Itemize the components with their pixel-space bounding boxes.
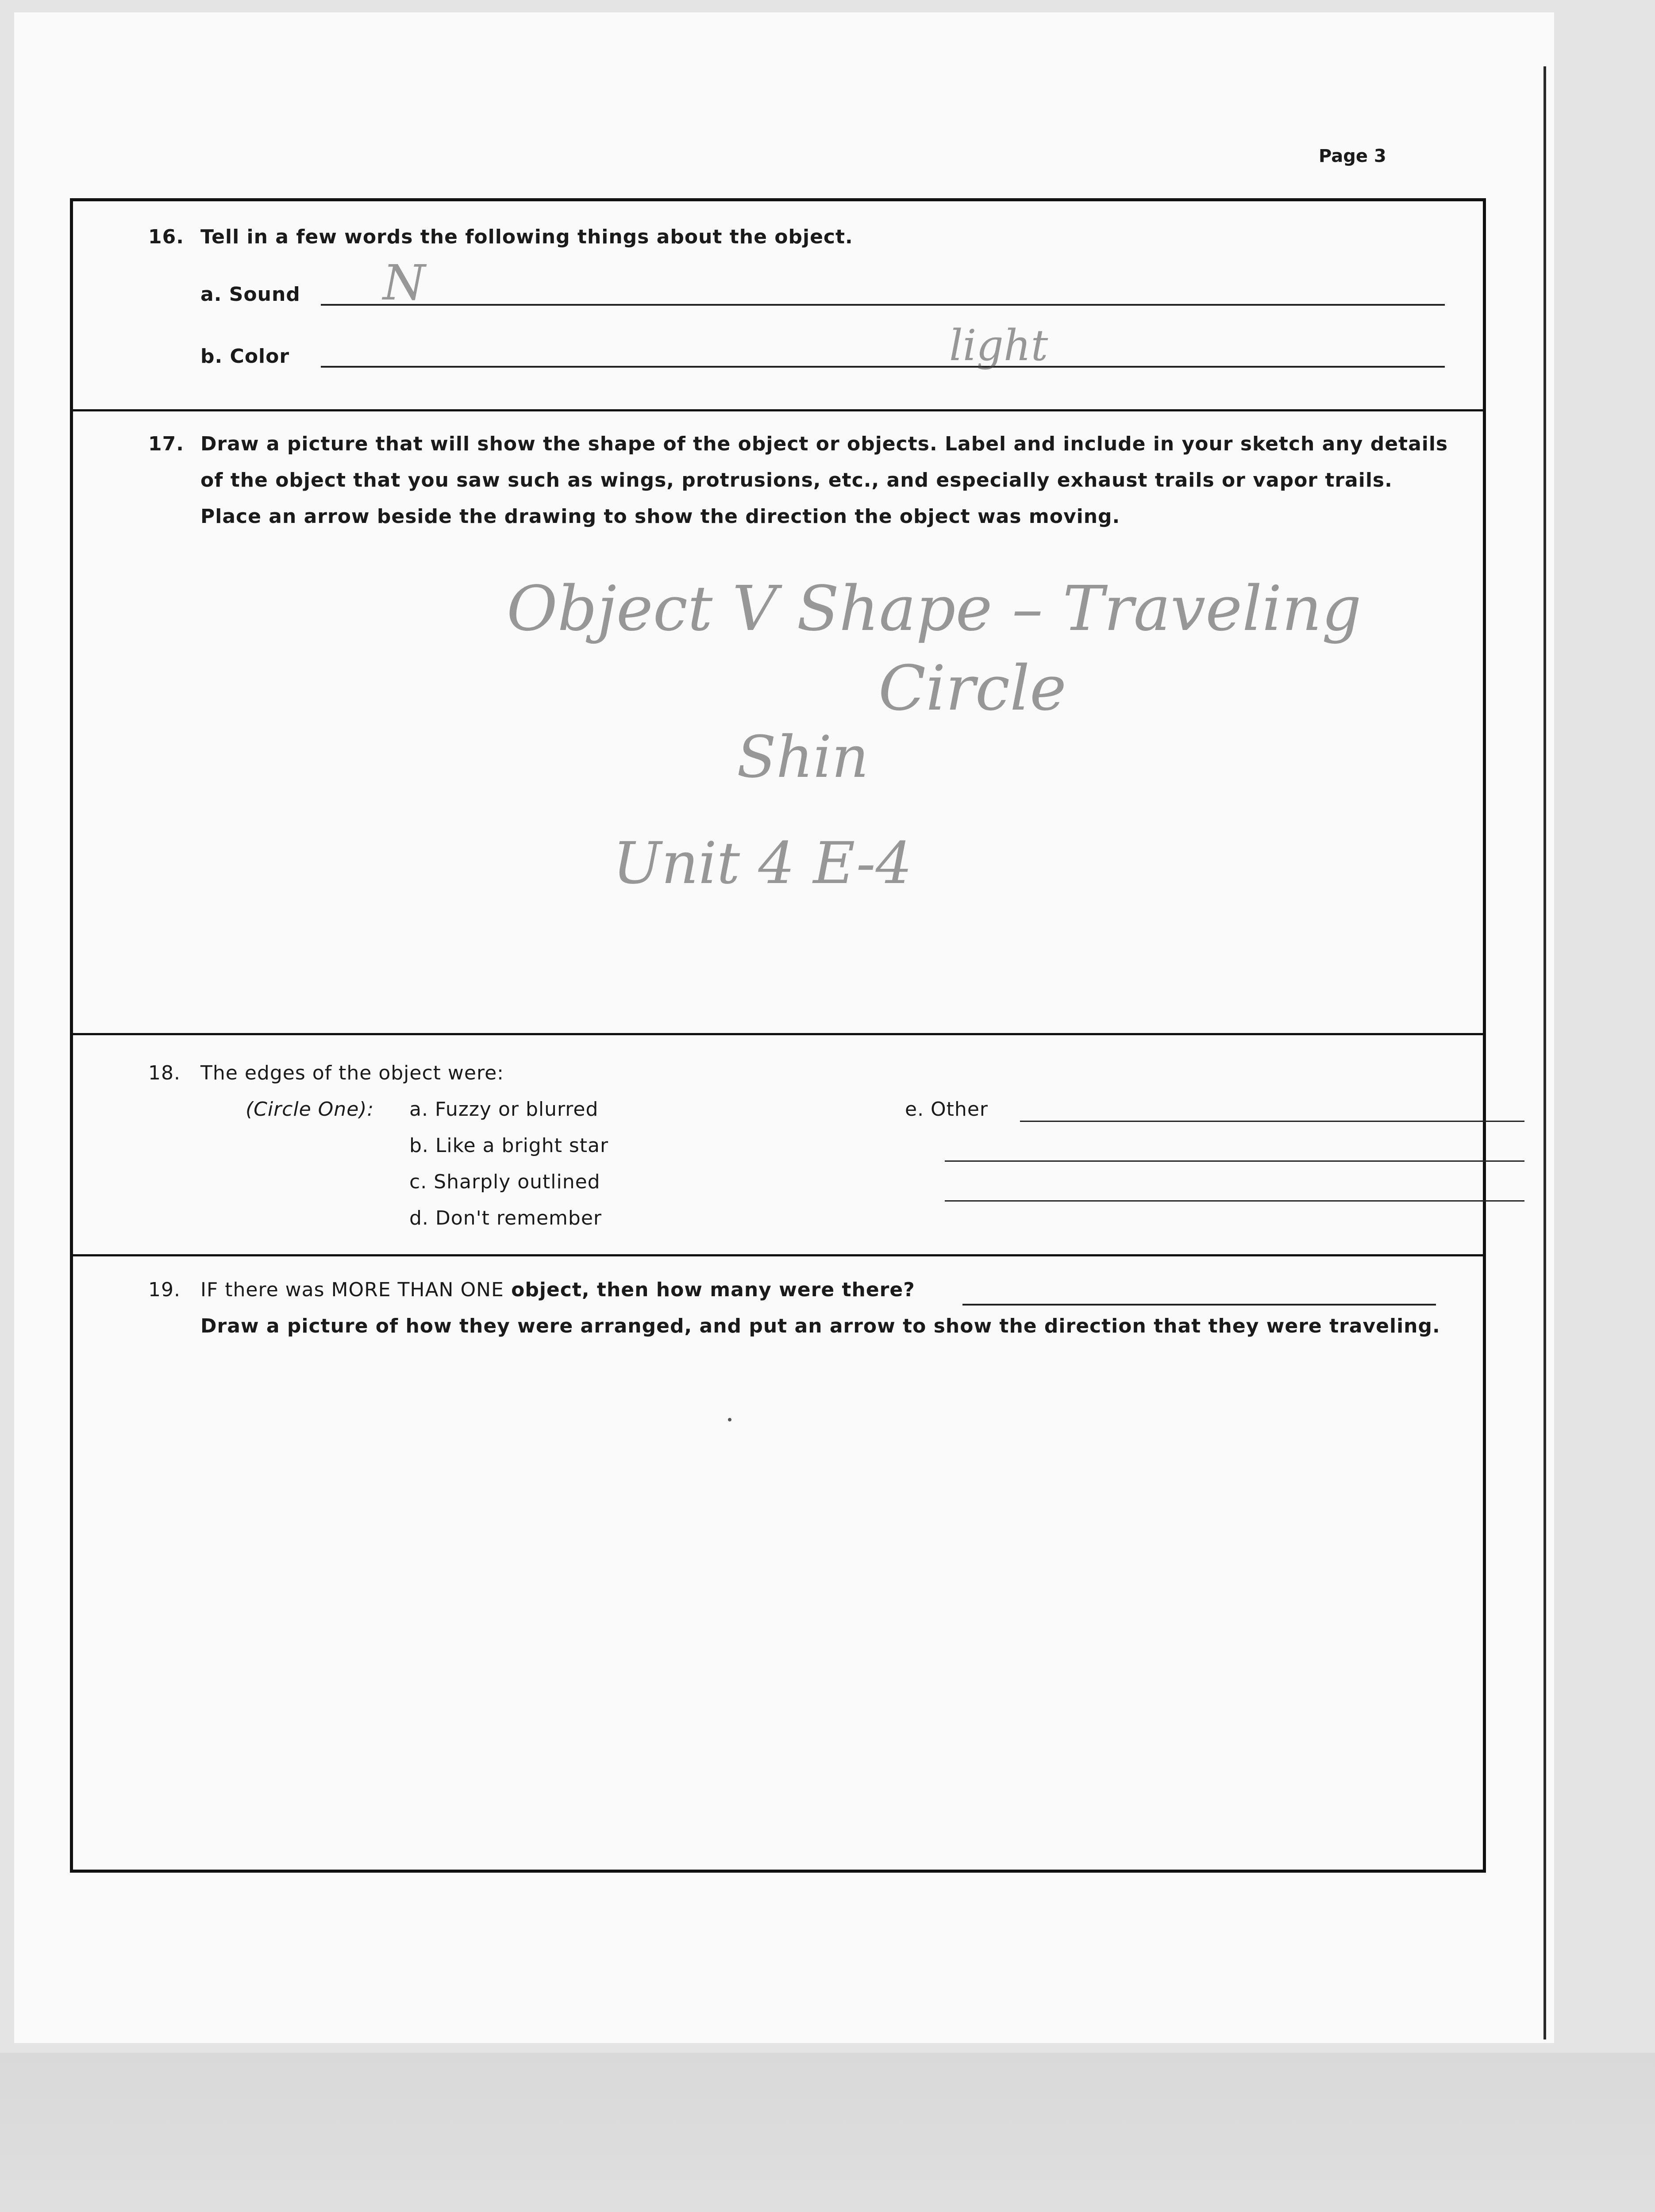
question-19-text-pre: IF there was <box>200 1279 331 1301</box>
edge-option-b[interactable]: b. Like a bright star <box>409 1134 609 1157</box>
edge-option-d[interactable]: d. Don't remember <box>409 1207 602 1229</box>
question-17-line1 <box>148 426 1448 462</box>
arrangement-drawing-area[interactable] <box>82 1360 1476 1847</box>
divider-17-18 <box>73 1033 1483 1035</box>
color-field[interactable] <box>321 366 1445 368</box>
sketch-handwriting-2: Circle <box>878 653 1066 725</box>
color-handwriting: light <box>949 321 1048 370</box>
page-edge <box>1543 66 1546 2039</box>
question-17-number: 17. <box>148 433 184 455</box>
other-field-line-3[interactable] <box>945 1200 1524 1202</box>
question-19-text-post: object, then how many were there? <box>504 1279 915 1301</box>
divider-18-19 <box>73 1254 1483 1256</box>
other-field-line-2[interactable] <box>945 1160 1524 1162</box>
question-18-text: The edges of the object were: <box>200 1062 504 1084</box>
question-19-number: 19. <box>148 1279 181 1301</box>
divider-16-17 <box>73 409 1483 411</box>
question-17-line3: Place an arrow beside the drawing to show the direction the object was moving. <box>200 505 1120 528</box>
sketch-handwriting-1: Object V Shape – Traveling <box>507 573 1362 645</box>
sketch-handwriting-4: Unit 4 E-4 <box>613 830 912 897</box>
question-17-text-1: Draw a picture that will show the shape of the object or objects. Label and include in your sketch any details <box>200 433 1448 455</box>
question-16 <box>148 219 853 255</box>
circle-one-label: (Circle One): <box>246 1098 374 1121</box>
sound-field[interactable] <box>321 304 1445 306</box>
page-number: Page 3 <box>1319 146 1386 166</box>
question-18 <box>148 1055 504 1091</box>
scan-background <box>0 2053 1655 2212</box>
other-field-line-1[interactable] <box>1020 1121 1524 1122</box>
question-19-line2: Draw a picture of how they were arranged, and put an arrow to show the direction that they were traveling. <box>200 1315 1440 1337</box>
sketch-handwriting-3: Shin <box>737 723 869 791</box>
question-16-text: Tell in a few words the following things about the object. <box>200 226 853 248</box>
sound-label: a. Sound <box>200 283 300 306</box>
edge-option-a[interactable]: a. Fuzzy or blurred <box>409 1098 599 1121</box>
question-17-line2: of the object that you saw such as wings, protrusions, etc., and especially exhaust trails or vapor trails. <box>200 469 1393 492</box>
edge-option-e[interactable]: e. Other <box>905 1098 988 1121</box>
object-count-field[interactable] <box>962 1304 1436 1306</box>
question-18-number: 18. <box>148 1062 181 1084</box>
form-frame <box>70 198 1486 1873</box>
drawing-area[interactable] <box>82 546 1476 1232</box>
question-16-number: 16. <box>148 226 184 248</box>
color-label: b. Color <box>200 345 290 368</box>
pencil-mark <box>728 1418 731 1421</box>
question-19-text-emph: MORE THAN ONE <box>331 1279 504 1301</box>
question-19-line1 <box>148 1272 915 1308</box>
sound-handwriting: N <box>383 254 426 311</box>
edge-option-c[interactable]: c. Sharply outlined <box>409 1171 600 1193</box>
